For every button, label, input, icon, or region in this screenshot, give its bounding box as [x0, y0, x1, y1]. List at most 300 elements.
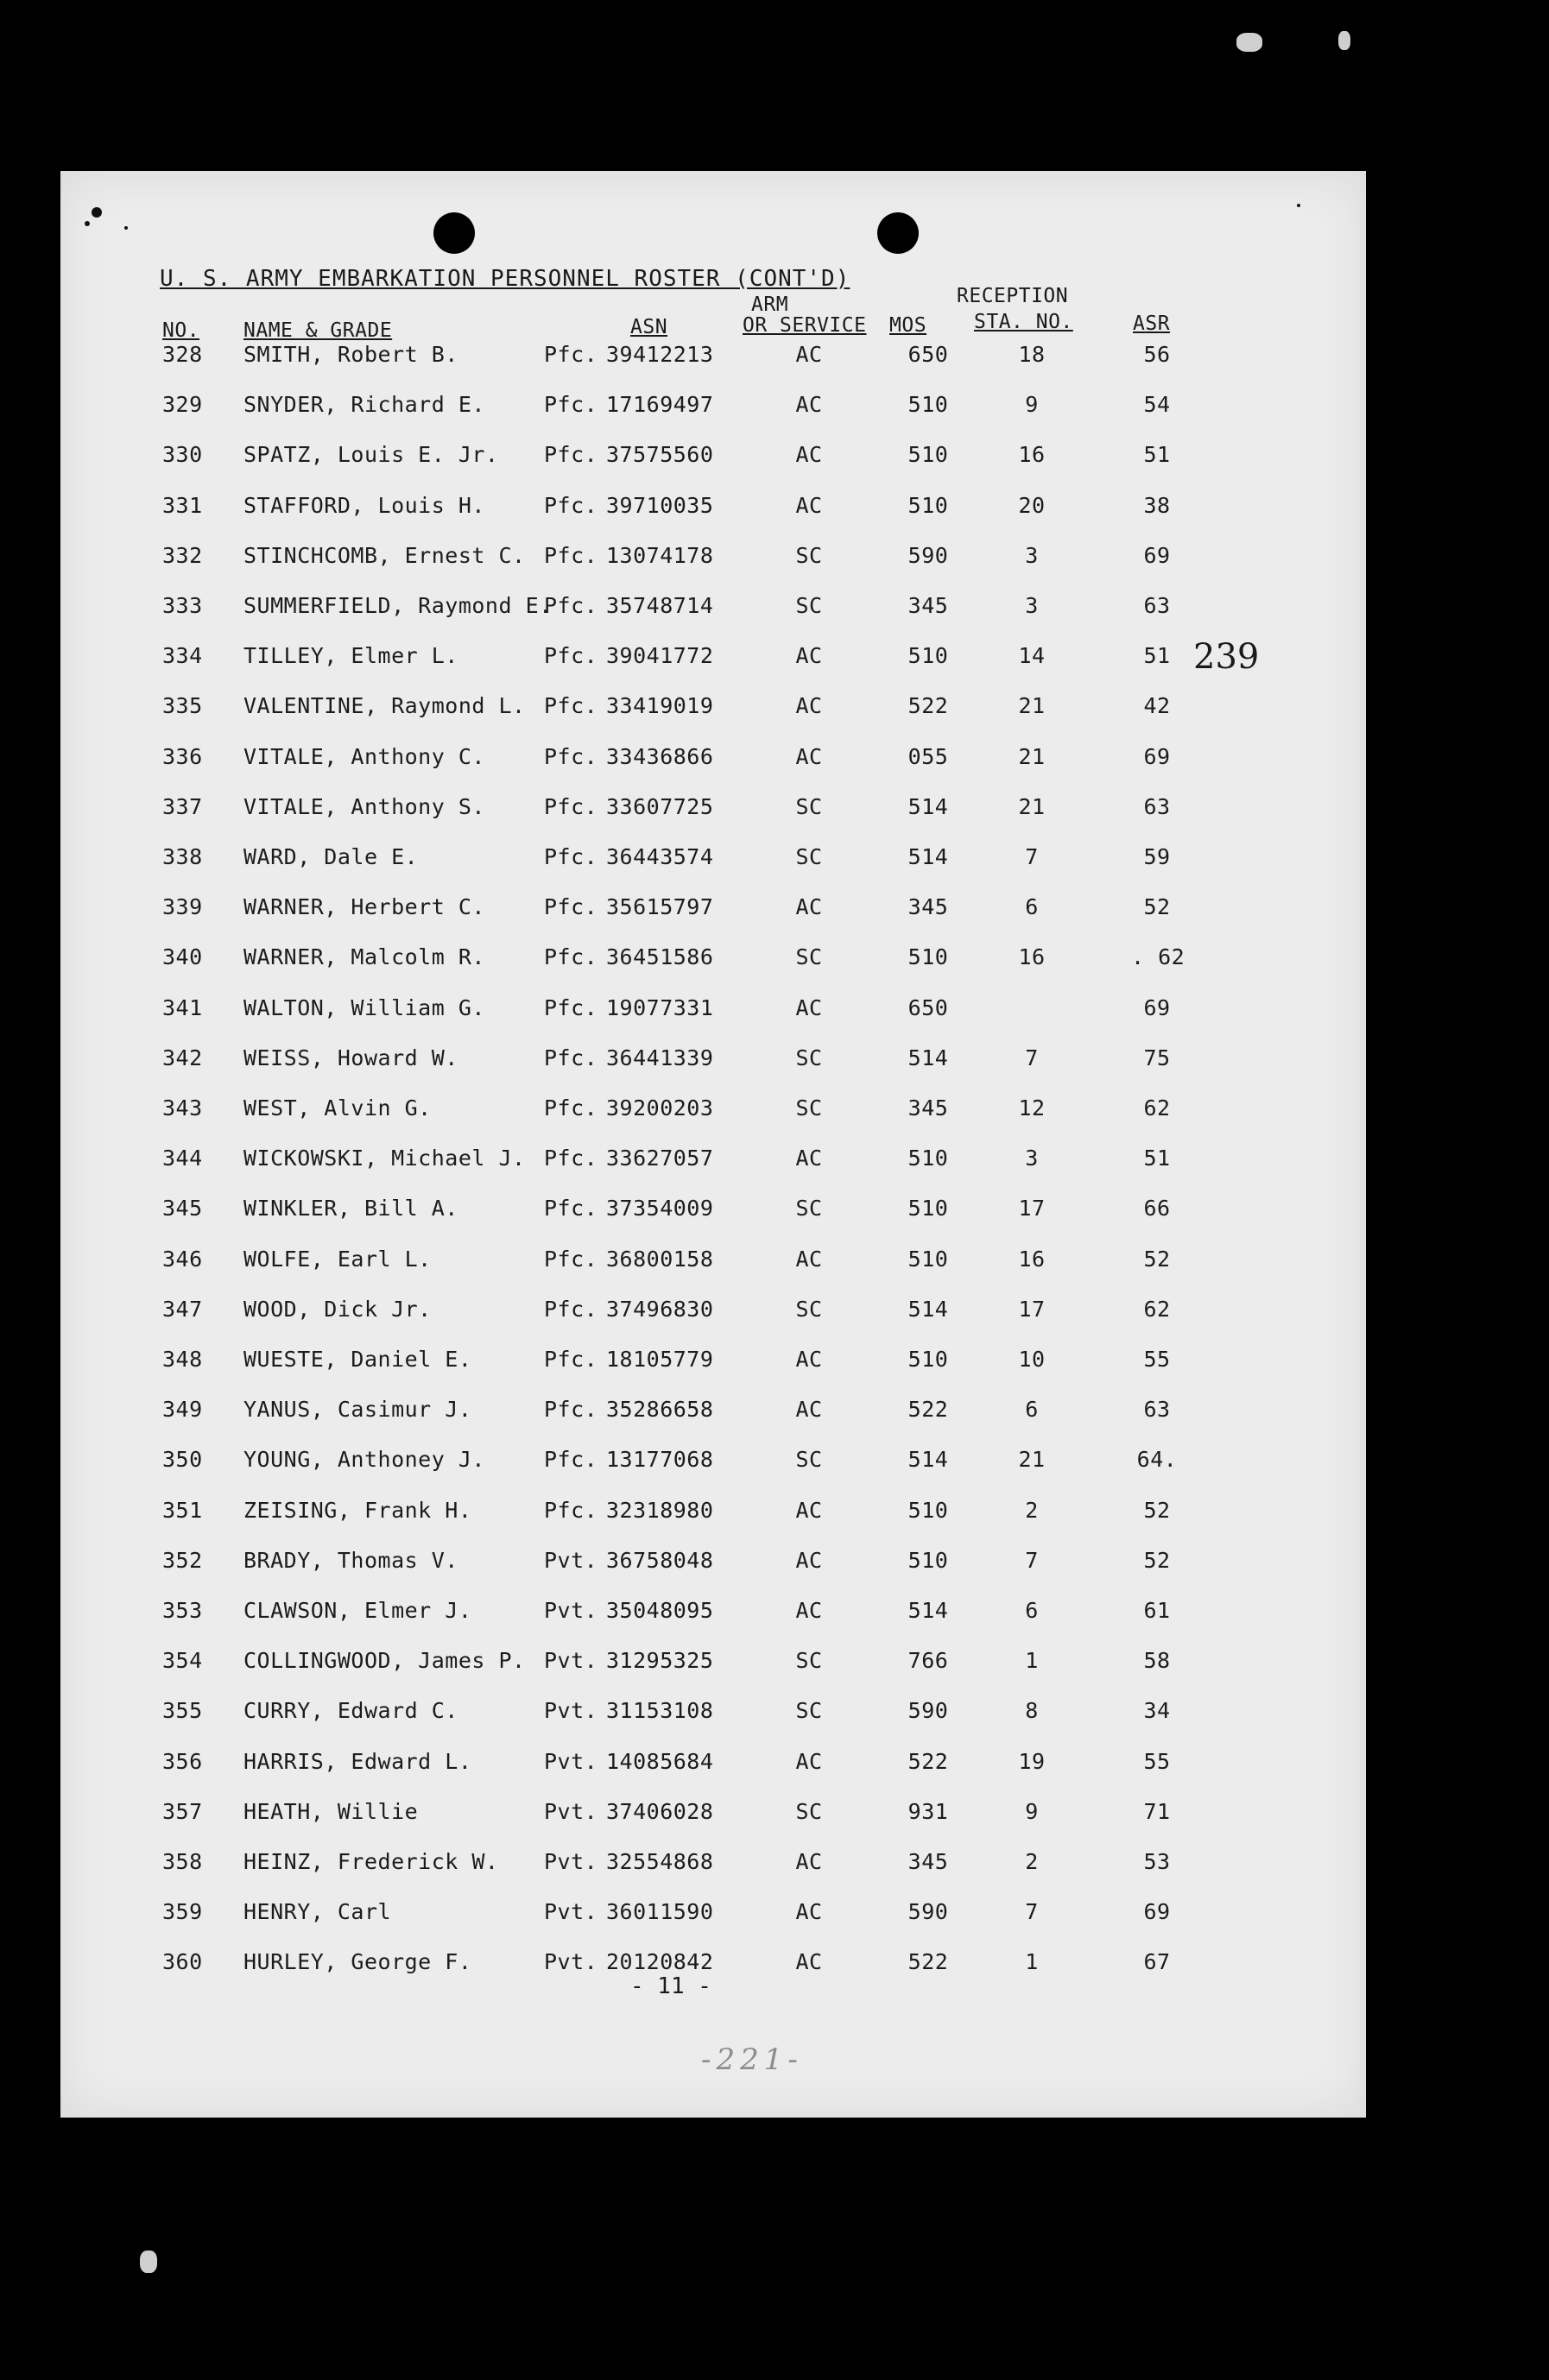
asr: 58: [1143, 1648, 1171, 1673]
row-number: 329: [162, 392, 203, 417]
asr: 34: [1143, 1698, 1171, 1723]
asn: 37406028: [606, 1799, 714, 1824]
stamp-number: 239: [1193, 637, 1260, 677]
row-number: 351: [162, 1498, 203, 1523]
roster-row: [60, 693, 1366, 728]
grade: Pfc.: [544, 1196, 598, 1221]
roster-row: [60, 1498, 1366, 1532]
mos: 514: [907, 844, 949, 869]
soldier-name: YOUNG, Anthoney J.: [243, 1447, 485, 1472]
arm-or-service: SC: [795, 1196, 823, 1221]
reception-station: 21: [1018, 744, 1046, 769]
reception-station: 20: [1018, 493, 1046, 518]
asr: 52: [1143, 1498, 1171, 1523]
asr: 69: [1143, 744, 1171, 769]
asn: 35748714: [606, 593, 714, 618]
row-number: 359: [162, 1899, 203, 1924]
header-or-service: OR SERVICE: [743, 314, 867, 337]
soldier-name: WOOD, Dick Jr.: [243, 1297, 432, 1322]
asr: 64.: [1136, 1447, 1178, 1472]
grade: Pfc.: [544, 1297, 598, 1322]
arm-or-service: AC: [795, 493, 823, 518]
asn: 13074178: [606, 543, 714, 568]
mos: 055: [907, 744, 949, 769]
grade: Pvt.: [544, 1849, 598, 1874]
roster-row: [60, 1247, 1366, 1281]
roster-row: [60, 493, 1366, 527]
asr: 69: [1143, 1899, 1171, 1924]
reception-station: 21: [1018, 794, 1046, 819]
header-asn: ASN: [630, 316, 668, 338]
grade: Pfc.: [544, 1397, 598, 1422]
roster-row: [60, 342, 1366, 376]
asr: 63: [1143, 794, 1171, 819]
asn: 36011590: [606, 1899, 714, 1924]
asr: 67: [1143, 1949, 1171, 1974]
arm-or-service: AC: [795, 1347, 823, 1372]
arm-or-service: SC: [795, 543, 823, 568]
arm-or-service: AC: [795, 1849, 823, 1874]
soldier-name: VITALE, Anthony S.: [243, 794, 485, 819]
asn: 35615797: [606, 894, 714, 919]
roster-row: [60, 1799, 1366, 1834]
soldier-name: WUESTE, Daniel E.: [243, 1347, 472, 1372]
mos: 345: [907, 593, 949, 618]
roster-row: [60, 1598, 1366, 1632]
roster-row: [60, 543, 1366, 578]
reception-station: 10: [1018, 1347, 1046, 1372]
soldier-name: YANUS, Casimur J.: [243, 1397, 472, 1422]
mos: 514: [907, 1447, 949, 1472]
soldier-name: HARRIS, Edward L.: [243, 1749, 472, 1774]
asr: 52: [1143, 894, 1171, 919]
reception-station: 7: [1025, 1045, 1039, 1070]
scan-speck: [1236, 33, 1262, 52]
asr: 54: [1143, 392, 1171, 417]
asr: 55: [1143, 1347, 1171, 1372]
page-number: - 11 -: [630, 1973, 711, 1999]
roster-row: [60, 442, 1366, 477]
roster-row: [60, 643, 1366, 678]
roster-row: [60, 944, 1366, 979]
asr: 69: [1143, 995, 1171, 1020]
grade: Pfc.: [544, 894, 598, 919]
row-number: 328: [162, 342, 203, 367]
reception-station: 1: [1025, 1648, 1039, 1673]
grade: Pfc.: [544, 493, 598, 518]
mos: 510: [907, 1498, 949, 1523]
grade: Pfc.: [544, 1498, 598, 1523]
soldier-name: VALENTINE, Raymond L.: [243, 693, 526, 718]
header-sta-no: STA. NO.: [974, 311, 1073, 333]
soldier-name: ZEISING, Frank H.: [243, 1498, 472, 1523]
row-number: 360: [162, 1949, 203, 1974]
mos: 590: [907, 1899, 949, 1924]
grade: Pvt.: [544, 1899, 598, 1924]
arm-or-service: SC: [795, 844, 823, 869]
grade: Pfc.: [544, 543, 598, 568]
asn: 36441339: [606, 1045, 714, 1070]
reception-station: 7: [1025, 1899, 1039, 1924]
roster-row: [60, 794, 1366, 829]
mos: 522: [907, 1949, 949, 1974]
asn: 17169497: [606, 392, 714, 417]
asr: 42: [1143, 693, 1171, 718]
asn: 33607725: [606, 794, 714, 819]
roster-row: [60, 1899, 1366, 1934]
arm-or-service: SC: [795, 944, 823, 969]
grade: Pfc.: [544, 442, 598, 467]
reception-station: 7: [1025, 844, 1039, 869]
grade: Pfc.: [544, 995, 598, 1020]
roster-sheet: [60, 171, 1366, 2118]
row-number: 358: [162, 1849, 203, 1874]
mos: 650: [907, 342, 949, 367]
reception-station: 18: [1018, 342, 1046, 367]
asr: 55: [1143, 1749, 1171, 1774]
row-number: 349: [162, 1397, 203, 1422]
reception-station: 1: [1025, 1949, 1039, 1974]
roster-row: [60, 392, 1366, 426]
row-number: 336: [162, 744, 203, 769]
grade: Pfc.: [544, 1045, 598, 1070]
soldier-name: HENRY, Carl: [243, 1899, 392, 1924]
arm-or-service: SC: [795, 593, 823, 618]
asr: 59: [1143, 844, 1171, 869]
arm-or-service: AC: [795, 1598, 823, 1623]
ink-speck: [124, 226, 128, 230]
asn: 31295325: [606, 1648, 714, 1673]
row-number: 352: [162, 1548, 203, 1573]
reception-station: 3: [1025, 1146, 1039, 1171]
arm-or-service: AC: [795, 744, 823, 769]
reception-station: 21: [1018, 693, 1046, 718]
asr: 75: [1143, 1045, 1171, 1070]
row-number: 353: [162, 1598, 203, 1623]
row-number: 354: [162, 1648, 203, 1673]
asn: 33627057: [606, 1146, 714, 1171]
grade: Pvt.: [544, 1648, 598, 1673]
roster-row: [60, 1146, 1366, 1180]
grade: Pfc.: [544, 593, 598, 618]
soldier-name: WARNER, Malcolm R.: [243, 944, 485, 969]
arm-or-service: AC: [795, 1498, 823, 1523]
asn: 13177068: [606, 1447, 714, 1472]
arm-or-service: AC: [795, 1899, 823, 1924]
asr: 63: [1143, 593, 1171, 618]
grade: Pfc.: [544, 794, 598, 819]
reception-station: 9: [1025, 392, 1039, 417]
row-number: 333: [162, 593, 203, 618]
header-mos: MOS: [889, 314, 927, 337]
roster-row: [60, 1698, 1366, 1733]
soldier-name: WOLFE, Earl L.: [243, 1247, 432, 1272]
soldier-name: SNYDER, Richard E.: [243, 392, 485, 417]
asr: 52: [1143, 1247, 1171, 1272]
mos: 510: [907, 1247, 949, 1272]
row-number: 340: [162, 944, 203, 969]
arm-or-service: AC: [795, 693, 823, 718]
asn: 39412213: [606, 342, 714, 367]
row-number: 338: [162, 844, 203, 869]
reception-station: 12: [1018, 1095, 1046, 1121]
grade: Pfc.: [544, 693, 598, 718]
grade: Pfc.: [544, 944, 598, 969]
asn: 36443574: [606, 844, 714, 869]
roster-row: [60, 1045, 1366, 1080]
roster-row: [60, 1447, 1366, 1481]
mos: 522: [907, 1397, 949, 1422]
asn: 37575560: [606, 442, 714, 467]
ink-speck: [1297, 204, 1300, 207]
punch-hole: [433, 212, 475, 254]
soldier-name: WALTON, William G.: [243, 995, 485, 1020]
asr: . 62: [1131, 944, 1185, 969]
roster-row: [60, 744, 1366, 779]
arm-or-service: AC: [795, 894, 823, 919]
grade: Pfc.: [544, 1146, 598, 1171]
row-number: 348: [162, 1347, 203, 1372]
soldier-name: WARD, Dale E.: [243, 844, 419, 869]
mos: 590: [907, 543, 949, 568]
soldier-name: HEINZ, Frederick W.: [243, 1849, 499, 1874]
row-number: 337: [162, 794, 203, 819]
arm-or-service: SC: [795, 1095, 823, 1121]
arm-or-service: SC: [795, 794, 823, 819]
soldier-name: SUMMERFIELD, Raymond E.: [243, 593, 553, 618]
roster-row: [60, 1347, 1366, 1381]
roster-row: [60, 995, 1366, 1030]
soldier-name: CURRY, Edward C.: [243, 1698, 458, 1723]
mos: 510: [907, 944, 949, 969]
soldier-name: BRADY, Thomas V.: [243, 1548, 458, 1573]
ink-speck: [85, 221, 90, 226]
asr: 66: [1143, 1196, 1171, 1221]
mos: 510: [907, 643, 949, 668]
grade: Pvt.: [544, 1698, 598, 1723]
mos: 650: [907, 995, 949, 1020]
soldier-name: CLAWSON, Elmer J.: [243, 1598, 472, 1623]
asr: 51: [1143, 1146, 1171, 1171]
roster-row: [60, 1648, 1366, 1682]
arm-or-service: AC: [795, 1749, 823, 1774]
roster-row: [60, 1849, 1366, 1884]
reception-station: 16: [1018, 442, 1046, 467]
mos: 345: [907, 1849, 949, 1874]
mos: 514: [907, 1297, 949, 1322]
asn: 39041772: [606, 643, 714, 668]
arm-or-service: AC: [795, 1397, 823, 1422]
reception-station: 2: [1025, 1498, 1039, 1523]
asr: 69: [1143, 543, 1171, 568]
grade: Pfc.: [544, 1095, 598, 1121]
mos: 510: [907, 493, 949, 518]
grade: Pfc.: [544, 1347, 598, 1372]
arm-or-service: AC: [795, 342, 823, 367]
arm-or-service: AC: [795, 442, 823, 467]
asr: 51: [1143, 643, 1171, 668]
arm-or-service: SC: [795, 1447, 823, 1472]
asn: 18105779: [606, 1347, 714, 1372]
handwritten-number: -221-: [701, 2042, 803, 2077]
soldier-name: STINCHCOMB, Ernest C.: [243, 543, 526, 568]
header-arm: ARM: [751, 294, 789, 316]
asr: 51: [1143, 442, 1171, 467]
arm-or-service: AC: [795, 995, 823, 1020]
row-number: 334: [162, 643, 203, 668]
asr: 62: [1143, 1297, 1171, 1322]
asn: 36800158: [606, 1247, 714, 1272]
soldier-name: WEISS, Howard W.: [243, 1045, 458, 1070]
roster-row: [60, 1297, 1366, 1331]
roster-row: [60, 593, 1366, 628]
reception-station: 3: [1025, 593, 1039, 618]
row-number: 345: [162, 1196, 203, 1221]
row-number: 355: [162, 1698, 203, 1723]
mos: 510: [907, 1548, 949, 1573]
reception-station: 8: [1025, 1698, 1039, 1723]
mos: 514: [907, 1045, 949, 1070]
row-number: 350: [162, 1447, 203, 1472]
asn: 33436866: [606, 744, 714, 769]
asn: 37354009: [606, 1196, 714, 1221]
arm-or-service: AC: [795, 643, 823, 668]
grade: Pfc.: [544, 744, 598, 769]
mos: 345: [907, 894, 949, 919]
roster-row: [60, 894, 1366, 929]
reception-station: 19: [1018, 1749, 1046, 1774]
mos: 510: [907, 442, 949, 467]
asn: 36451586: [606, 944, 714, 969]
soldier-name: SPATZ, Louis E. Jr.: [243, 442, 499, 467]
arm-or-service: SC: [795, 1799, 823, 1824]
asr: 56: [1143, 342, 1171, 367]
grade: Pvt.: [544, 1598, 598, 1623]
asr: 53: [1143, 1849, 1171, 1874]
asn: 20120842: [606, 1949, 714, 1974]
asn: 36758048: [606, 1548, 714, 1573]
asn: 39200203: [606, 1095, 714, 1121]
grade: Pvt.: [544, 1799, 598, 1824]
roster-row: [60, 1397, 1366, 1431]
asr: 61: [1143, 1598, 1171, 1623]
punch-hole: [877, 212, 919, 254]
row-number: 343: [162, 1095, 203, 1121]
row-number: 342: [162, 1045, 203, 1070]
row-number: 332: [162, 543, 203, 568]
soldier-name: TILLEY, Elmer L.: [243, 643, 458, 668]
reception-station: 6: [1025, 1598, 1039, 1623]
arm-or-service: SC: [795, 1698, 823, 1723]
mos: 522: [907, 1749, 949, 1774]
asn: 33419019: [606, 693, 714, 718]
row-number: 339: [162, 894, 203, 919]
mos: 510: [907, 1347, 949, 1372]
asn: 14085684: [606, 1749, 714, 1774]
mos: 931: [907, 1799, 949, 1824]
row-number: 341: [162, 995, 203, 1020]
reception-station: 21: [1018, 1447, 1046, 1472]
grade: Pvt.: [544, 1749, 598, 1774]
mos: 590: [907, 1698, 949, 1723]
soldier-name: WARNER, Herbert C.: [243, 894, 485, 919]
arm-or-service: AC: [795, 1949, 823, 1974]
arm-or-service: SC: [795, 1648, 823, 1673]
mos: 510: [907, 1146, 949, 1171]
soldier-name: HEATH, Willie: [243, 1799, 419, 1824]
arm-or-service: AC: [795, 1247, 823, 1272]
header-reception: RECEPTION: [957, 285, 1069, 307]
mos: 345: [907, 1095, 949, 1121]
header-no: NO.: [162, 319, 200, 342]
row-number: 356: [162, 1749, 203, 1774]
roster-row: [60, 1196, 1366, 1230]
row-number: 335: [162, 693, 203, 718]
reception-station: 2: [1025, 1849, 1039, 1874]
row-number: 331: [162, 493, 203, 518]
reception-station: 16: [1018, 944, 1046, 969]
soldier-name: HURLEY, George F.: [243, 1949, 472, 1974]
reception-station: 16: [1018, 1247, 1046, 1272]
roster-row: [60, 1949, 1366, 1984]
asn: 39710035: [606, 493, 714, 518]
asn: 31153108: [606, 1698, 714, 1723]
row-number: 347: [162, 1297, 203, 1322]
roster-row: [60, 1749, 1366, 1783]
row-number: 344: [162, 1146, 203, 1171]
reception-station: 7: [1025, 1548, 1039, 1573]
reception-station: 3: [1025, 543, 1039, 568]
grade: Pvt.: [544, 1548, 598, 1573]
soldier-name: STAFFORD, Louis H.: [243, 493, 485, 518]
asn: 35286658: [606, 1397, 714, 1422]
mos: 514: [907, 794, 949, 819]
reception-station: 17: [1018, 1196, 1046, 1221]
asn: 32318980: [606, 1498, 714, 1523]
header-name-grade: NAME & GRADE: [243, 319, 393, 342]
roster-row: [60, 844, 1366, 879]
header-asr: ASR: [1133, 312, 1171, 335]
document-title: U. S. ARMY EMBARKATION PERSONNEL ROSTER (CONT'D): [160, 266, 850, 292]
reception-station: 6: [1025, 1397, 1039, 1422]
soldier-name: VITALE, Anthony C.: [243, 744, 485, 769]
row-number: 330: [162, 442, 203, 467]
asr: 71: [1143, 1799, 1171, 1824]
asr: 52: [1143, 1548, 1171, 1573]
grade: Pfc.: [544, 1247, 598, 1272]
mos: 510: [907, 392, 949, 417]
mos: 522: [907, 693, 949, 718]
asr: 62: [1143, 1095, 1171, 1121]
roster-row: [60, 1548, 1366, 1582]
mos: 766: [907, 1648, 949, 1673]
grade: Pfc.: [544, 643, 598, 668]
grade: Pfc.: [544, 844, 598, 869]
grade: Pfc.: [544, 1447, 598, 1472]
soldier-name: SMITH, Robert B.: [243, 342, 458, 367]
reception-station: 17: [1018, 1297, 1046, 1322]
asn: 19077331: [606, 995, 714, 1020]
soldier-name: WINKLER, Bill A.: [243, 1196, 458, 1221]
scan-speck: [140, 2251, 157, 2273]
soldier-name: COLLINGWOOD, James P.: [243, 1648, 526, 1673]
scan-speck: [1338, 31, 1350, 50]
ink-speck: [92, 207, 102, 218]
asn: 37496830: [606, 1297, 714, 1322]
grade: Pvt.: [544, 1949, 598, 1974]
arm-or-service: AC: [795, 1548, 823, 1573]
reception-station: 6: [1025, 894, 1039, 919]
